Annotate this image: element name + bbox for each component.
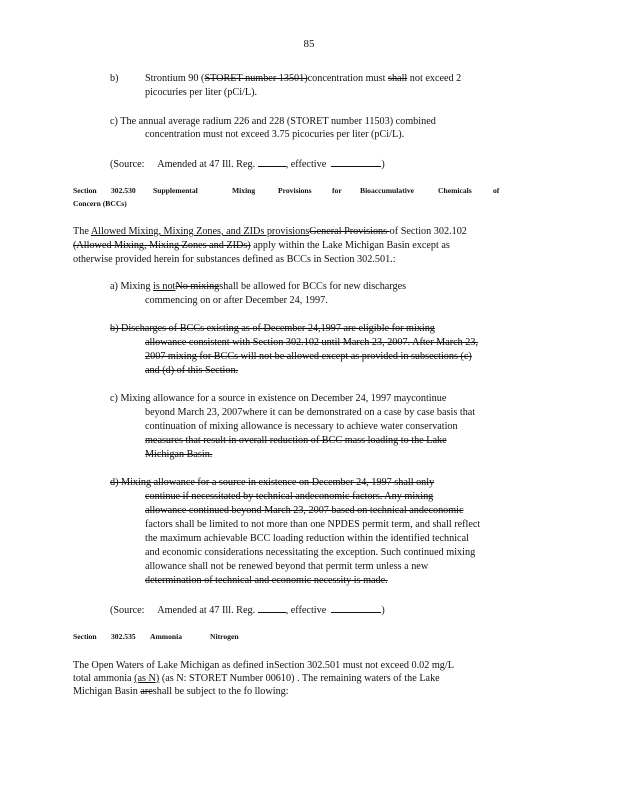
item-a-line-2: commencing on or after December 24, 1997. xyxy=(145,295,328,306)
heading-word: for xyxy=(332,186,342,195)
heading-word: Bioaccumulative xyxy=(360,186,414,195)
blank-effective-date xyxy=(331,157,381,167)
ammonia-text: total ammonia xyxy=(73,673,135,684)
strontium-line-1 xyxy=(145,73,461,85)
section-number: 302.535 xyxy=(111,632,136,641)
blank-reg-number xyxy=(258,603,286,613)
item-c-line-5: Michigan Basin. xyxy=(145,449,213,460)
intro-text: apply within the Lake Michigan Basin except as xyxy=(250,240,450,251)
heading-word: Chemicals xyxy=(438,186,472,195)
strontium-concentration: concentration must xyxy=(307,73,388,84)
item-b-line-3: 2007 mixing for BCCs will not be allowed except as provided in subsections (c) xyxy=(145,351,472,362)
item-c-line-2: beyond March 23, 2007where it can be demonstrated on a case by case basis that xyxy=(145,407,476,418)
item-a-text: a) Mixing xyxy=(110,281,154,292)
item-d-line-2: continue if necessitated by technical andeconomic factors. Any mixing xyxy=(145,491,434,502)
page-number: 85 xyxy=(303,38,315,50)
item-d-line-4: factors shall be limited to not more than one NPDES permit term, and shall reflect xyxy=(145,519,481,530)
strontium-limit: not exceed 2 xyxy=(407,73,462,84)
item-d-line-1: d) Mixing allowance for a source in existence on December 24, 1997 shall only xyxy=(110,477,435,488)
item-b-line-4: and (d) of this Section. xyxy=(145,365,239,376)
item-b-label: b) xyxy=(110,73,119,84)
intro-inserted: Allowed Mixing, Mixing Zones, and ZIDs provisions xyxy=(90,226,310,237)
strontium-shall-struck: shall xyxy=(388,73,408,84)
intro-line-3: otherwise provided herein for substances defined as BCCs in Section 302.501.: xyxy=(73,254,396,265)
section-label: Section xyxy=(73,632,97,641)
heading-word: Provisions xyxy=(278,186,312,195)
item-b-line-1: b) Discharges of BCCs existing as of December 24,1997 are eligible for mixing xyxy=(110,323,435,334)
ammonia-text: Michigan Basin xyxy=(73,686,141,697)
ammonia-text: shall be subject to the fo llowing: xyxy=(152,686,289,697)
item-a-text: shall be allowed for BCCs for new discharges xyxy=(219,281,407,292)
item-d-line-5: the maximum achievable BCC loading reduction within the identified technical xyxy=(145,533,469,544)
item-d-line-6: and economic considerations necessitating the exception. Such continued mixing xyxy=(145,547,476,558)
source-text: Amended at 47 Ill. Reg. xyxy=(157,605,256,616)
item-a-inserted: is not xyxy=(153,281,176,292)
heading-word: of xyxy=(493,186,500,195)
source-label: (Source: xyxy=(110,159,145,170)
source-effective: , effective xyxy=(285,159,327,170)
blank-reg-number xyxy=(258,157,286,167)
source-note-2 xyxy=(110,603,385,617)
radium-line-1: c) The annual average radium 226 and 228 (STORET number 11503) combined xyxy=(110,116,436,127)
item-d-line-8: determination of technical and economic necessity is made. xyxy=(145,575,388,586)
source-label: (Source: xyxy=(110,605,145,616)
section-number: 302.530 xyxy=(111,186,136,195)
intro-text: The xyxy=(73,226,91,237)
section-title-line-2: Concern (BCCs) xyxy=(73,199,127,208)
source-close: ) xyxy=(381,605,385,616)
item-c-line-1: c) Mixing allowance for a source in existence on December 24, 1997 maycontinue xyxy=(110,393,447,404)
radium-line-2: concentration must not exceed 3.75 picocuries per liter (pCi/L). xyxy=(145,129,405,140)
item-c-line-3: continuation of mixing allowance is necessary to achieve water conservation xyxy=(145,421,458,432)
item-a-deleted: No mixing xyxy=(175,281,220,292)
ammonia-deleted: are xyxy=(140,686,153,697)
ammonia-inserted: (as N) xyxy=(134,673,160,684)
intro-text: of Section 302.102 xyxy=(389,226,467,237)
blank-effective-date xyxy=(331,603,381,613)
strontium-line-2: picocuries per liter (pCi/L). xyxy=(145,87,258,98)
source-note-1 xyxy=(110,157,385,171)
ammonia-line-2 xyxy=(73,673,440,685)
source-effective: , effective xyxy=(285,605,327,616)
ammonia-line-1: The Open Waters of Lake Michigan as defined inSection 302.501 must not exceed 0.02 mg/L xyxy=(73,660,454,671)
intro-deleted: (Allowed Mixing, Mixing Zones and ZIDs) xyxy=(73,240,251,251)
heading-word: Supplemental xyxy=(153,186,198,195)
intro-line-1 xyxy=(73,226,467,238)
item-c-line-4: measures that result in overall reduction of BCC mass loading to the Lake xyxy=(145,435,447,446)
heading-word: Mixing xyxy=(232,186,256,195)
strontium-storet-struck: STORET number 13501) xyxy=(204,73,308,84)
section-label: Section xyxy=(73,186,97,195)
ammonia-line-3 xyxy=(73,686,289,698)
item-b-line-2: allowance consistent with Section 302.102 until March 23, 2007. After March 23, xyxy=(145,337,479,348)
intro-deleted: General Provisions xyxy=(309,226,390,237)
source-close: ) xyxy=(381,159,385,170)
item-a-line-1 xyxy=(110,281,406,293)
heading-word: Nitrogen xyxy=(210,632,239,641)
intro-line-2 xyxy=(73,240,450,252)
ammonia-text: (as N: STORET Number 00610) . The remaining waters of the Lake xyxy=(159,673,440,684)
source-text: Amended at 47 Ill. Reg. xyxy=(157,159,256,170)
item-d-line-3: allowance continued beyond March 23, 2007 based on technical andeconomic xyxy=(145,505,464,516)
strontium-text: Strontium 90 ( xyxy=(145,73,205,84)
heading-word: Ammonia xyxy=(150,632,183,641)
item-d-line-7: allowance shall not be renewed beyond that permit term unless a new xyxy=(145,561,429,572)
